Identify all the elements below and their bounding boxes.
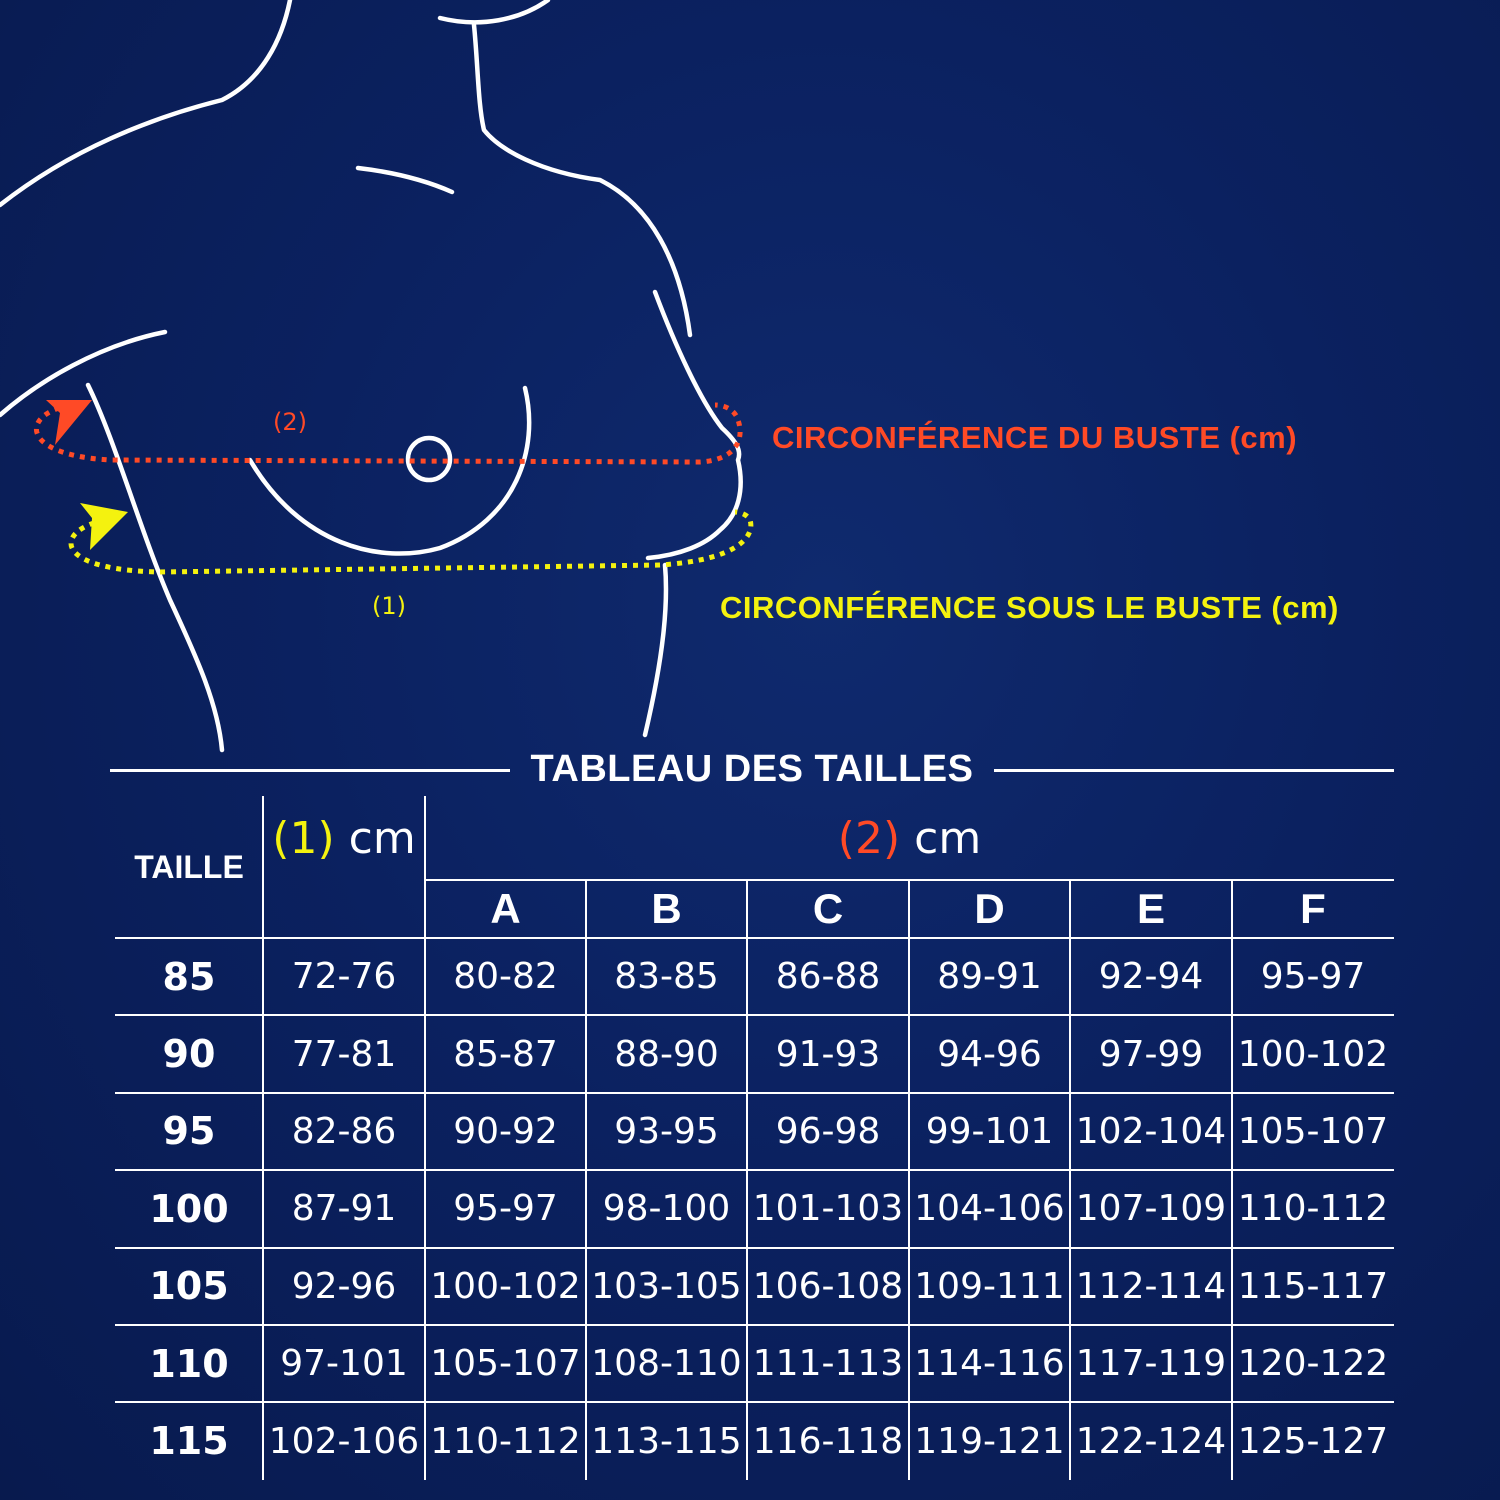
- size-value: 100: [149, 1186, 229, 1231]
- underbust-range: 102-106: [268, 1420, 420, 1462]
- grid-line: [115, 1247, 1394, 1249]
- bust-range: 102-104: [1075, 1110, 1227, 1152]
- bust-range: 110-112: [430, 1420, 581, 1462]
- bust-column-header: [425, 796, 1394, 880]
- bust-range: 95-97: [453, 1188, 558, 1230]
- underbust-arrow-icon: [80, 503, 128, 550]
- bust-range: 100-102: [1237, 1033, 1389, 1075]
- bust-range: 108-110: [591, 1343, 742, 1385]
- grid-line: [115, 1014, 1394, 1016]
- size-value: 115: [149, 1419, 229, 1464]
- bust-header-number: (2): [837, 812, 901, 864]
- grid-line: [1231, 880, 1233, 1480]
- size-value: 110: [149, 1341, 229, 1386]
- bust-range: 106-108: [752, 1265, 904, 1307]
- cup-header-e: E: [1136, 885, 1165, 932]
- grid-line: [115, 1169, 1394, 1171]
- grid-line: [115, 1324, 1394, 1326]
- underbust-header-number: (1): [272, 812, 335, 864]
- underbust-range: 77-81: [291, 1033, 397, 1075]
- title-divider-right: [994, 769, 1394, 772]
- grid-line: [746, 880, 748, 1480]
- size-column-header: TAILLE: [134, 848, 244, 885]
- bust-range: 117-119: [1075, 1343, 1227, 1385]
- underbust-marker: (1): [372, 592, 406, 620]
- bust-range: 113-115: [591, 1420, 742, 1462]
- table-title: TABLEAU DES TAILLES: [530, 748, 974, 790]
- bust-range: 92-94: [1098, 956, 1204, 998]
- underbust-circumference-label: CIRCONFÉRENCE SOUS LE BUSTE (cm): [720, 590, 1339, 625]
- bust-header-unit: cm: [914, 812, 982, 864]
- bust-range: 93-95: [614, 1110, 719, 1152]
- grid-line: [262, 796, 264, 1480]
- bust-range: 115-117: [1237, 1265, 1389, 1307]
- cup-header-d: D: [974, 885, 1005, 932]
- cup-header-a: A: [490, 885, 521, 932]
- size-value: 105: [149, 1264, 229, 1309]
- bust-range: 97-99: [1098, 1033, 1204, 1075]
- underbust-column-header: [263, 796, 425, 880]
- table-title-row: [110, 748, 1394, 794]
- size-value: 95: [162, 1109, 216, 1154]
- bust-circumference-label: CIRCONFÉRENCE DU BUSTE (cm): [772, 420, 1298, 455]
- grid-line: [585, 880, 587, 1480]
- bust-range: 107-109: [1075, 1188, 1227, 1230]
- grid-line: [908, 880, 910, 1480]
- bust-range: 119-121: [914, 1420, 1065, 1462]
- bust-range: 95-97: [1260, 956, 1366, 998]
- torso-outline: [0, 0, 741, 750]
- cup-header-f: F: [1300, 885, 1326, 932]
- underbust-header-unit: cm: [348, 812, 416, 864]
- bust-range: 91-93: [775, 1033, 881, 1075]
- cup-header-c: C: [812, 885, 844, 932]
- grid-line: [1069, 880, 1071, 1480]
- underbust-range: 92-96: [291, 1265, 397, 1307]
- bust-range: 105-107: [430, 1343, 581, 1385]
- bust-range: 103-105: [591, 1265, 742, 1307]
- bust-arrow-icon: [46, 400, 92, 445]
- bust-range: 100-102: [430, 1265, 581, 1307]
- underbust-range: 82-86: [291, 1110, 397, 1152]
- bust-range: 96-98: [775, 1110, 881, 1152]
- size-table: [115, 796, 1394, 1480]
- bust-range: 90-92: [453, 1110, 558, 1152]
- bust-measurement-loop: [36, 405, 740, 462]
- bust-range: 101-103: [752, 1188, 904, 1230]
- bust-range: 98-100: [602, 1188, 731, 1230]
- bust-range: 85-87: [453, 1033, 558, 1075]
- bust-range: 80-82: [453, 956, 558, 998]
- bust-range: 99-101: [925, 1110, 1054, 1152]
- bust-range: 109-111: [914, 1265, 1065, 1307]
- bust-range: 122-124: [1075, 1420, 1227, 1462]
- grid-line: [424, 796, 426, 1480]
- underbust-range: 87-91: [291, 1188, 397, 1230]
- bust-range: 86-88: [775, 956, 881, 998]
- underbust-range: 97-101: [280, 1343, 408, 1385]
- bust-range: 104-106: [914, 1188, 1065, 1230]
- bust-range: 88-90: [614, 1033, 719, 1075]
- grid-line: [115, 937, 1394, 939]
- bust-range: 116-118: [752, 1420, 904, 1462]
- size-value: 85: [162, 954, 216, 999]
- underbust-measurement-loop: [71, 512, 751, 572]
- bust-range: 120-122: [1237, 1343, 1389, 1385]
- bust-range: 94-96: [937, 1033, 1042, 1075]
- grid-line: [115, 1401, 1394, 1403]
- bust-range: 111-113: [752, 1343, 904, 1385]
- bust-marker: (2): [273, 408, 307, 436]
- cup-header-b: B: [651, 885, 682, 932]
- grid-line: [115, 1092, 1394, 1094]
- bust-range: 89-91: [937, 956, 1042, 998]
- bust-range: 83-85: [614, 956, 719, 998]
- bust-range: 114-116: [914, 1343, 1065, 1385]
- size-value: 90: [162, 1032, 216, 1077]
- bust-range: 125-127: [1237, 1420, 1389, 1462]
- bust-range: 112-114: [1075, 1265, 1227, 1307]
- bust-range: 110-112: [1237, 1188, 1389, 1230]
- bust-range: 105-107: [1237, 1110, 1389, 1152]
- underbust-range: 72-76: [291, 956, 397, 998]
